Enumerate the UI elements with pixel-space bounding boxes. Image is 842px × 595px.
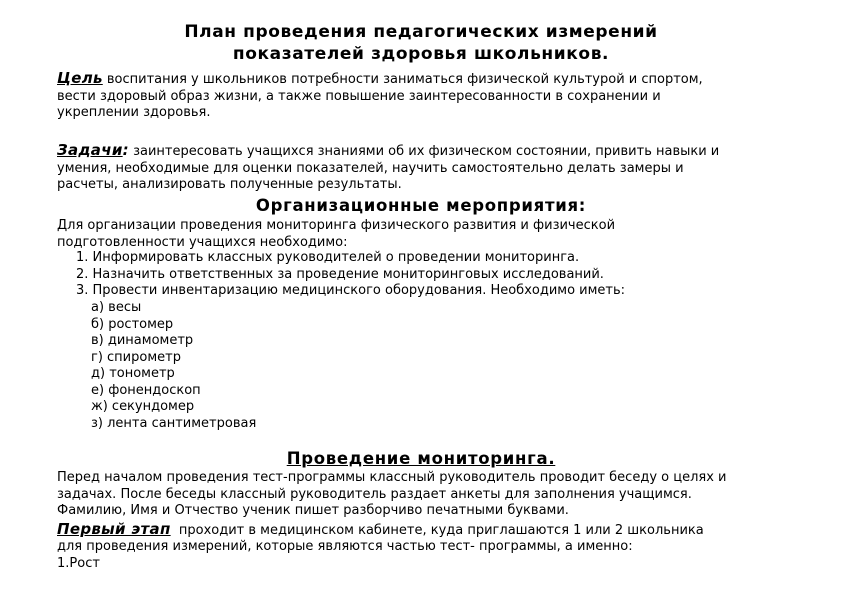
list-item: 2. Назначить ответственных за проведение мониторинговых исследований. xyxy=(76,266,604,282)
monitoring-text-line-1: Перед началом проведения тест-программы классный руководитель проводит беседу о целях и xyxy=(57,470,727,485)
document-title-line-2: показателей здоровья школьников. xyxy=(232,44,610,64)
equipment-item: ж) секундомер xyxy=(91,399,195,414)
goal-label: Цель xyxy=(57,69,103,87)
organization-intro-line-1: Для организации проведения мониторинга физического развития и физической xyxy=(57,218,616,233)
tasks-label: Задачи xyxy=(57,141,123,159)
first-stage-text-line-2: для проведения измерений, которые являются частью тест- программы, а именно: xyxy=(57,539,633,554)
first-stage-text-line-1: проходит в медицинском кабинете, куда приглашаются 1 или 2 школьника xyxy=(170,522,704,538)
monitoring-text-line-3: Фамилию, Имя и Отчество ученик пишет разборчиво печатными буквами. xyxy=(57,503,569,518)
equipment-item: в) динамометр xyxy=(91,333,194,348)
equipment-item: з) лента сантиметровая xyxy=(91,415,257,431)
equipment-item: д) тонометр xyxy=(91,366,175,381)
monitoring-text-line-2: задачах. После беседы классный руководитель раздает анкеты для заполнения учащимся. xyxy=(57,486,692,502)
first-stage-label: Первый этап xyxy=(57,519,171,538)
goal-text-line-3: укреплении здоровья. xyxy=(57,105,211,120)
tasks-text-line-1: заинтересовать учащихся знаниями об их физическом состоянии, привить навыки и xyxy=(128,144,720,159)
first-stage-text-line-3: 1.Рост xyxy=(57,555,100,571)
equipment-item: е) фонендоскоп xyxy=(91,382,201,398)
equipment-item: г) спирометр xyxy=(91,349,181,365)
goal-paragraph xyxy=(57,70,787,122)
monitoring-heading: Проведение мониторинга. xyxy=(286,449,556,468)
tasks-label-colon: : xyxy=(122,141,129,159)
organization-numbered-list xyxy=(76,250,625,300)
list-item: 1. Информировать классных руководителей о проведении мониторинга. xyxy=(76,250,580,265)
tasks-text-line-2: умения, необходимые для оценки показателей, научить самостоятельно делать замеры и xyxy=(57,160,684,176)
equipment-list xyxy=(91,300,256,432)
tasks-text-line-3: расчеты, анализировать полученные результаты. xyxy=(57,177,402,192)
organization-intro xyxy=(57,218,787,251)
equipment-item: б) ростомер xyxy=(91,316,174,332)
monitoring-paragraph xyxy=(57,470,787,572)
goal-text-line-1: воспитания у школьников потребности заниматься физической культурой и спортом, xyxy=(102,72,703,87)
list-item: 3. Провести инвентаризацию медицинского оборудования. Необходимо иметь: xyxy=(76,283,626,298)
goal-text-line-2: вести здоровый образ жизни, а также повышение заинтересованности в сохранении и xyxy=(57,88,661,104)
document-title-line-1: План проведения педагогических измерений xyxy=(184,22,658,42)
equipment-item: а) весы xyxy=(91,300,142,315)
tasks-paragraph xyxy=(57,142,787,194)
organization-intro-line-2: подготовленности учащихся необходимо: xyxy=(57,234,348,250)
organization-heading: Организационные мероприятия: xyxy=(255,196,587,215)
